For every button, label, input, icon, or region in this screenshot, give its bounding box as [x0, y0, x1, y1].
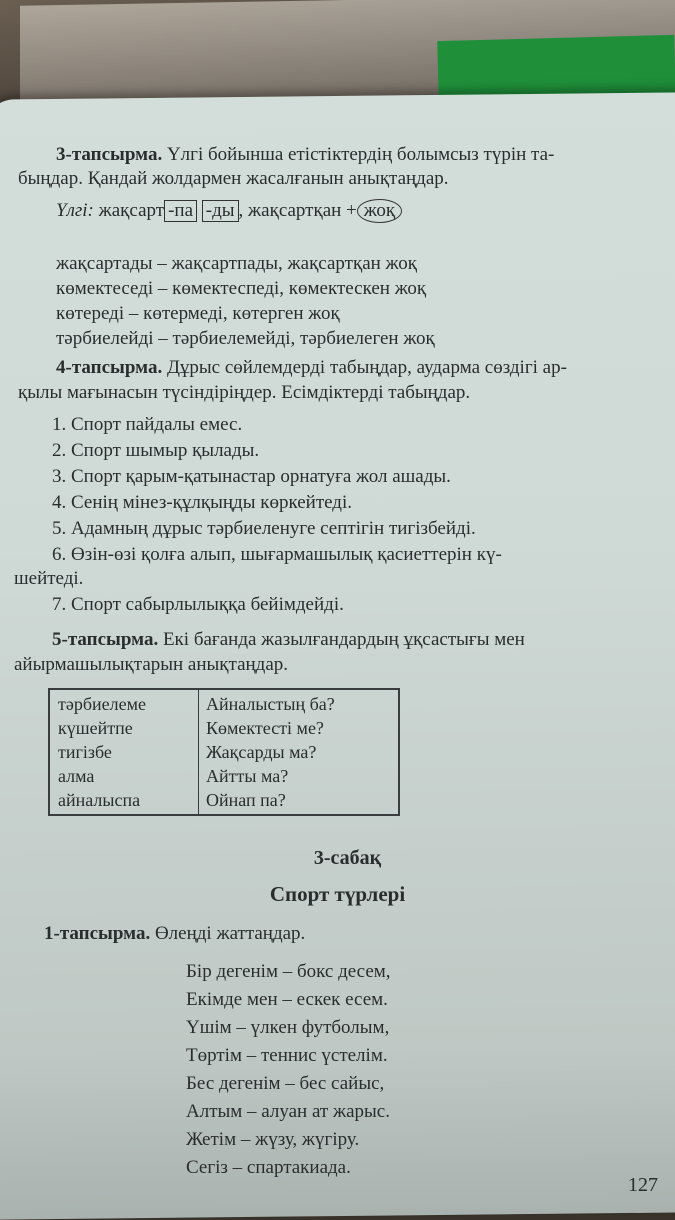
table-cell-right: Айналыстың ба?: [206, 694, 335, 714]
task3-line1: [56, 143, 554, 167]
example-line: тәрбиелейді – тәрбиелемейді, тәрбиелеген жоқ: [56, 328, 435, 349]
poem-line: Үшім – үлкен футболым,: [186, 1017, 390, 1038]
task3-heading: 3-тапсырма.: [56, 144, 163, 165]
poem-line: Бес дегенім – бес сайыс,: [186, 1073, 385, 1094]
comparison-table: [48, 688, 400, 816]
table-cell-left: тәрбиелеме: [58, 694, 146, 714]
list-item-continued: шейтеді.: [14, 568, 84, 589]
table-cell-right: Айтты ма?: [206, 766, 289, 786]
task5-instr1: Екі бағанда жазылғандардың ұқсастығы мен: [162, 629, 525, 650]
table-cell-left: алма: [58, 766, 95, 786]
table-cell-left: айналыспа: [58, 790, 141, 810]
table-divider: [198, 690, 199, 814]
task1-instr: Өлеңді жаттаңдар.: [154, 923, 306, 944]
task3-instr1: Үлгі бойынша етістіктердің болымсыз түрін та-: [166, 144, 555, 165]
page-number: 127: [628, 1174, 658, 1196]
example-mid: , жақсартқан +: [238, 200, 357, 221]
example-line: көмектеседі – көмектеспеді, көмектескен жоқ: [56, 278, 427, 299]
task4-heading: 4-тапсырма.: [56, 357, 163, 378]
poem-line: Алтым – алуан ат жарыс.: [186, 1101, 390, 1122]
example-line: жақсартады – жақсартпады, жақсартқан жоқ: [56, 253, 417, 274]
task4-instr2: қылы мағынасын түсіндіріңдер. Есімдіктерді табыңдар.: [18, 382, 471, 403]
task5-instr2: айырмашылықтарын анықтаңдар.: [14, 654, 289, 675]
poem-line: Жетім – жүзу, жүгіру.: [186, 1129, 360, 1150]
list-item: 3. Спорт қарым-қатынастар орнатуға жол ашады.: [52, 466, 451, 487]
task5-heading: 5-тапсырма.: [52, 629, 159, 650]
task1-line: [44, 922, 305, 946]
suffix-box-1: -па: [164, 200, 197, 222]
poem-line: Екімде мен – ескек есем.: [186, 989, 388, 1010]
table-cell-right: Көмектесті ме?: [206, 718, 324, 738]
lesson-title: Спорт түрлері: [269, 882, 406, 906]
suffix-box-2: -ды: [202, 200, 239, 222]
task4-line1: [56, 356, 567, 380]
lesson-number: 3-сабақ: [313, 847, 382, 869]
list-item: 7. Спорт сабырлылыққа бейімдейді.: [52, 594, 344, 615]
task3-instr2: быңдар. Қандай жолдармен жасалғанын анықтаңдар.: [18, 168, 449, 189]
table-cell-right: Жақсарды ма?: [206, 742, 317, 762]
list-item: 2. Спорт шымыр қылады.: [52, 440, 260, 461]
task3-example: [56, 199, 402, 223]
poem-line: Төртім – теннис үстелім.: [186, 1045, 388, 1066]
example-word: жақсарт: [98, 200, 165, 221]
table-cell-right: Ойнап па?: [206, 790, 286, 810]
table-cell-left: тигізбе: [58, 742, 112, 762]
poem-line: Бір дегенім – бокс десем,: [186, 961, 391, 982]
table-cell-left: күшейтпе: [58, 718, 133, 738]
list-item: 5. Адамның дұрыс тәрбиеленуге септігін тигізбейді.: [52, 518, 476, 539]
list-item: 4. Сенің мінез-құлқыңды көркейтеді.: [52, 492, 353, 513]
task4-instr1: Дұрыс сөйлемдерді табыңдар, аударма сөздігі ар-: [166, 357, 567, 378]
example-line: көтереді – көтермеді, көтерген жоқ: [56, 303, 340, 324]
circled-word: жоқ: [357, 199, 402, 223]
poem-line: Сегіз – спартакиада.: [186, 1157, 351, 1178]
example-label: Үлгі:: [56, 200, 94, 221]
task5-line1: [52, 628, 525, 652]
list-item: 1. Спорт пайдалы емес.: [52, 414, 243, 435]
task1-heading: 1-тапсырма.: [44, 923, 151, 944]
list-item: 6. Өзін-өзі қолға алып, шығармашылық қасиеттерін кү-: [52, 544, 502, 565]
